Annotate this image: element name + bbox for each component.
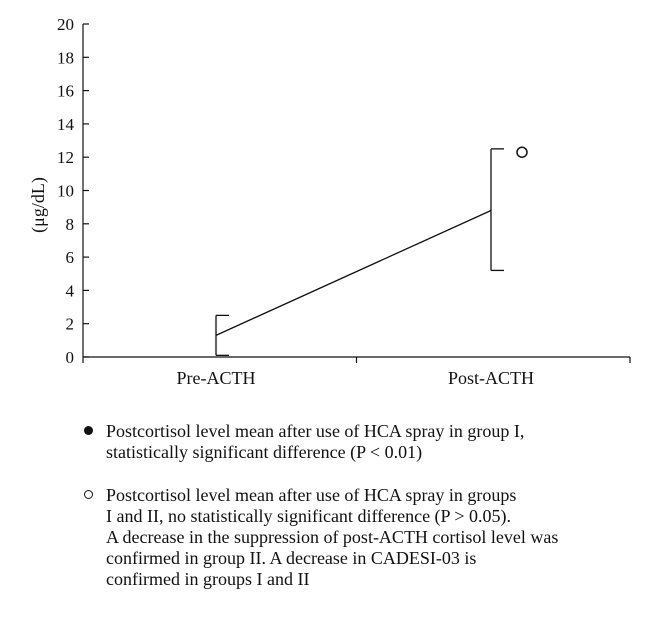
series-line xyxy=(216,210,491,335)
legend-item-group-i xyxy=(84,421,668,463)
legend-text-line: confirmed in group II. A decrease in CADESI-03 is xyxy=(106,548,477,568)
filled-circle-icon xyxy=(84,426,93,435)
y-axis xyxy=(57,15,89,367)
legend-text-line: I and II, no statistically significant difference (P > 0.05). xyxy=(106,506,512,526)
y-tick-label: 10 xyxy=(57,181,74,201)
x-category-label: Pre-ACTH xyxy=(176,368,256,388)
open-circle-icon xyxy=(84,490,93,499)
y-tick-label: 6 xyxy=(65,248,74,268)
legend-text-line: Postcortisol level mean after use of HCA spray in group I, xyxy=(106,421,525,441)
y-tick-label: 18 xyxy=(57,48,74,68)
open-circle-marker xyxy=(517,147,527,157)
legend-text-line: confirmed in groups I and II xyxy=(106,569,310,589)
y-tick-label: 4 xyxy=(65,281,74,301)
legend-text-line: Postcortisol level mean after use of HCA spray in groups xyxy=(106,485,517,505)
y-tick-label: 16 xyxy=(57,81,74,101)
x-axis xyxy=(83,357,630,388)
y-tick-label: 20 xyxy=(57,15,74,34)
y-axis-label: (μg/dL) xyxy=(28,177,48,233)
legend xyxy=(84,421,668,590)
x-category-label: Post-ACTH xyxy=(447,368,535,388)
y-tick-label: 0 xyxy=(65,348,74,367)
y-tick-label: 12 xyxy=(57,148,74,168)
plot-area xyxy=(216,147,527,355)
y-tick-label: 14 xyxy=(57,114,74,134)
y-tick-label: 2 xyxy=(65,314,74,334)
y-tick-label: 8 xyxy=(65,214,74,234)
legend-item-groups-i-ii xyxy=(84,485,668,590)
legend-text-line: statistically significant difference (P < 0.01) xyxy=(106,442,423,462)
legend-text-line: A decrease in the suppression of post-ACTH cortisol level was xyxy=(106,527,559,547)
